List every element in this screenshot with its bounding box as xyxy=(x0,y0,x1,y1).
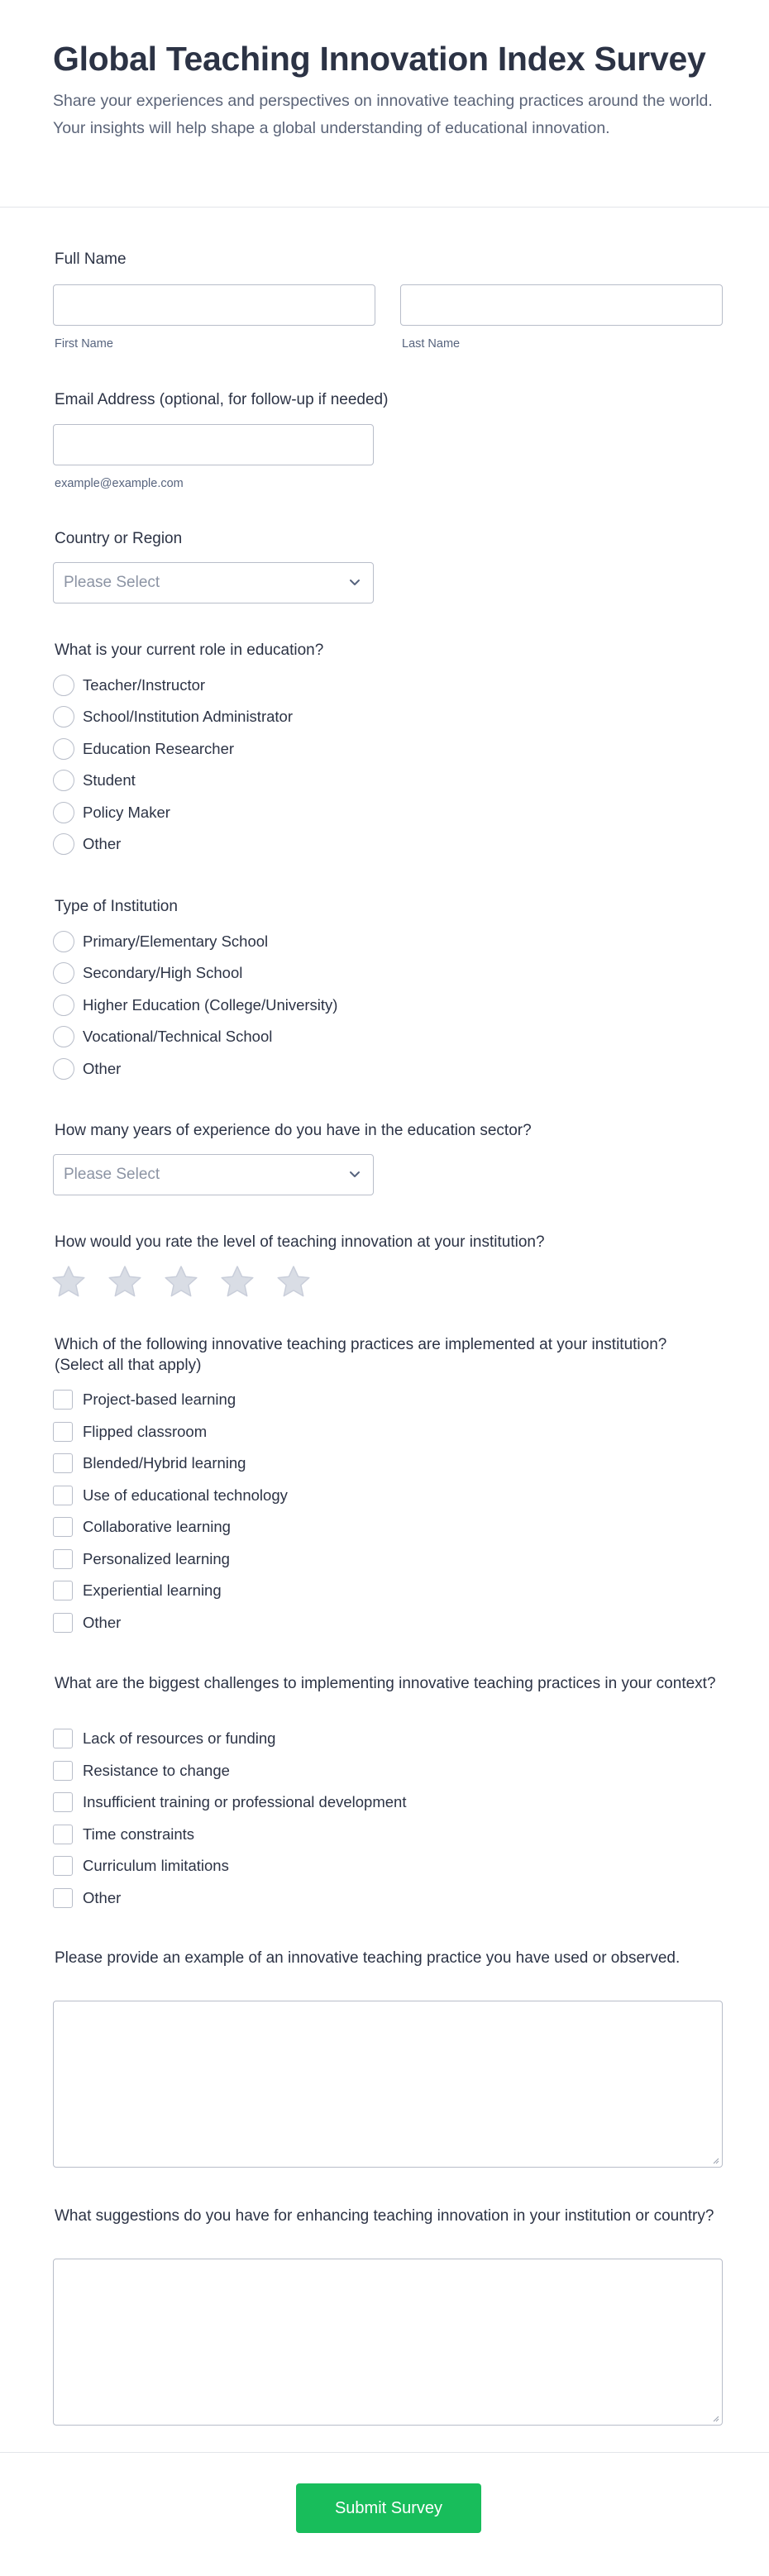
institution-label: Type of Institution xyxy=(55,898,178,915)
checkbox[interactable] xyxy=(53,1729,73,1748)
institution-option-label: Vocational/Technical School xyxy=(83,1028,273,1045)
radio-button[interactable] xyxy=(53,738,74,760)
practice-option-label: Project-based learning xyxy=(83,1391,236,1408)
suggestions-label: What suggestions do you have for enhancing teaching innovation in your institution or country? xyxy=(55,2207,714,2225)
suggestions-textarea[interactable] xyxy=(53,2259,723,2426)
first-name-sublabel: First Name xyxy=(55,337,113,351)
radio-button[interactable] xyxy=(53,931,74,952)
star-icon[interactable] xyxy=(220,1265,255,1298)
email-label: Email Address (optional, for follow-up if needed) xyxy=(55,391,389,408)
country-dropdown[interactable] xyxy=(53,562,374,603)
practices-label: Which of the following innovative teaching practices are implemented at your institution? (Select all that apply) xyxy=(55,1336,667,1374)
role-option-label: Other xyxy=(83,835,122,852)
practice-option-label: Other xyxy=(83,1614,122,1631)
radio-button[interactable] xyxy=(53,1026,74,1047)
challenge-option-label: Time constraints xyxy=(83,1825,195,1843)
checkbox[interactable] xyxy=(53,1888,73,1908)
experience-dropdown[interactable] xyxy=(53,1154,374,1195)
radio-button[interactable] xyxy=(53,675,74,696)
full-name-label: Full Name xyxy=(55,250,127,268)
challenge-option-label: Other xyxy=(83,1889,122,1906)
institution-option-label: Other xyxy=(83,1060,122,1077)
checkbox[interactable] xyxy=(53,1825,73,1844)
footer-divider xyxy=(0,2452,769,2453)
checkbox[interactable] xyxy=(53,1486,73,1505)
chevron-down-icon xyxy=(348,575,361,589)
practice-option-label: Use of educational technology xyxy=(83,1486,288,1504)
institution-option-label: Primary/Elementary School xyxy=(83,933,269,950)
practice-option-label: Collaborative learning xyxy=(83,1518,231,1535)
checkbox[interactable] xyxy=(53,1422,73,1442)
resize-handle-icon[interactable] xyxy=(711,2156,719,2164)
institution-option-label: Higher Education (College/University) xyxy=(83,996,338,1014)
challenges-label: What are the biggest challenges to implementing innovative teaching practices in your context? xyxy=(55,1675,716,1692)
radio-button[interactable] xyxy=(53,770,74,791)
radio-button[interactable] xyxy=(53,995,74,1016)
radio-button[interactable] xyxy=(53,802,74,823)
resize-handle-icon[interactable] xyxy=(711,2414,719,2422)
star-icon[interactable] xyxy=(276,1265,311,1298)
practice-option-label: Blended/Hybrid learning xyxy=(83,1454,246,1472)
checkbox[interactable] xyxy=(53,1792,73,1812)
practice-option-label: Experiential learning xyxy=(83,1581,222,1599)
example-practice-label: Please provide an example of an innovative teaching practice you have used or observed. xyxy=(55,1949,681,1967)
checkbox[interactable] xyxy=(53,1390,73,1410)
form-title: Global Teaching Innovation Index Survey xyxy=(53,40,706,78)
email-input[interactable] xyxy=(53,424,374,465)
role-option-label: Teacher/Instructor xyxy=(83,676,206,694)
checkbox[interactable] xyxy=(53,1613,73,1633)
experience-label: How many years of experience do you have in the education sector? xyxy=(55,1122,532,1139)
last-name-sublabel: Last Name xyxy=(402,337,461,351)
role-label: What is your current role in education? xyxy=(55,642,324,659)
radio-button[interactable] xyxy=(53,833,74,855)
role-option-label: Student xyxy=(83,771,136,789)
star-icon[interactable] xyxy=(164,1265,198,1298)
form-subtitle: Share your experiences and perspectives on innovative teaching practices around the world. Your insights will help shape a global understanding of educational innovation. xyxy=(53,92,713,137)
challenge-option-label: Insufficient training or professional development xyxy=(83,1793,407,1810)
country-label: Country or Region xyxy=(55,530,183,547)
checkbox[interactable] xyxy=(53,1549,73,1569)
radio-button[interactable] xyxy=(53,962,74,984)
experience-placeholder: Please Select xyxy=(64,1166,160,1183)
challenge-option-label: Lack of resources or funding xyxy=(83,1729,276,1747)
radio-button[interactable] xyxy=(53,1058,74,1080)
radio-button[interactable] xyxy=(53,706,74,727)
checkbox[interactable] xyxy=(53,1761,73,1781)
challenge-option-label: Resistance to change xyxy=(83,1762,230,1779)
rating-label: How would you rate the level of teaching innovation at your institution? xyxy=(55,1233,545,1251)
example-practice-textarea[interactable] xyxy=(53,2001,723,2168)
institution-option-label: Secondary/High School xyxy=(83,964,243,981)
star-icon[interactable] xyxy=(107,1265,142,1298)
challenge-option-label: Curriculum limitations xyxy=(83,1857,229,1874)
role-option-label: School/Institution Administrator xyxy=(83,708,293,725)
role-option-label: Policy Maker xyxy=(83,804,170,821)
form-header xyxy=(0,0,769,208)
checkbox[interactable] xyxy=(53,1581,73,1600)
practice-option-label: Flipped classroom xyxy=(83,1423,208,1440)
practice-option-label: Personalized learning xyxy=(83,1550,230,1567)
first-name-input[interactable] xyxy=(53,284,375,326)
last-name-input[interactable] xyxy=(400,284,723,326)
chevron-down-icon xyxy=(348,1167,361,1181)
checkbox[interactable] xyxy=(53,1517,73,1537)
checkbox[interactable] xyxy=(53,1453,73,1473)
submit-button[interactable]: Submit Survey xyxy=(296,2483,481,2533)
checkbox[interactable] xyxy=(53,1856,73,1876)
role-option-label: Education Researcher xyxy=(83,740,235,757)
country-placeholder: Please Select xyxy=(64,574,160,591)
star-icon[interactable] xyxy=(51,1265,86,1298)
email-sublabel: example@example.com xyxy=(55,477,184,490)
